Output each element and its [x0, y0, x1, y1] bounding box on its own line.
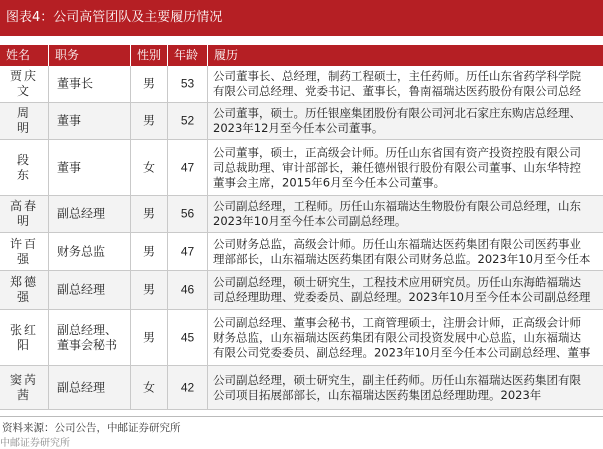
cell-resume	[208, 103, 603, 139]
gender-value: 男	[142, 330, 155, 344]
table-header	[0, 45, 603, 66]
cell-age	[168, 196, 208, 232]
col-header-age: 年龄	[168, 45, 208, 66]
cell-role	[49, 310, 131, 365]
table-row	[0, 310, 603, 366]
cell-resume	[208, 310, 603, 365]
cell-role	[49, 66, 131, 102]
table-row	[0, 140, 603, 196]
age-value: 52	[180, 113, 195, 128]
age-value: 56	[180, 206, 195, 221]
name-value: 许百强	[9, 236, 38, 266]
cell-age	[168, 271, 208, 309]
age-value: 47	[180, 244, 195, 258]
name-value: 窦芮茜	[9, 372, 38, 402]
col-header-role: 职务	[49, 45, 131, 66]
role-value: 董事长	[57, 76, 94, 91]
cell-gender	[131, 271, 168, 309]
role-value: 董事	[57, 160, 82, 174]
cell-age	[168, 140, 208, 195]
gender-value: 女	[142, 380, 155, 394]
figure-title: 图表4：公司高管团队及主要履历情况	[0, 0, 603, 36]
cell-age	[168, 103, 208, 139]
cell-age	[168, 310, 208, 365]
table-row	[0, 196, 603, 233]
cell-name	[0, 196, 49, 232]
cell-role	[49, 271, 131, 309]
table-row	[0, 271, 603, 310]
cutoff-text: 中邮证券研究所	[0, 438, 70, 449]
cell-gender	[131, 103, 168, 139]
source-note: 资料来源：公司公告，中邮证券研究所	[2, 422, 181, 434]
gender-value: 男	[142, 76, 155, 91]
cell-role	[49, 233, 131, 270]
cell-role	[49, 196, 131, 232]
cell-name	[0, 140, 49, 195]
resume-value: 公司副总经理，硕士研究生，副主任药师。历任山东福瑞达医药集团有限 公司项目拓展部部长，山东福瑞达医药集团总经理助理。2023年	[213, 372, 581, 402]
cell-gender	[131, 196, 168, 232]
name-value: 高春明	[9, 199, 38, 228]
cell-resume	[208, 271, 603, 309]
name-value: 周 明	[16, 106, 46, 135]
cell-gender	[131, 310, 168, 365]
name-value: 张红阳	[9, 322, 38, 352]
cell-age	[168, 366, 208, 409]
gender-value: 男	[142, 244, 155, 258]
gender-value: 男	[142, 206, 155, 221]
cell-role	[49, 140, 131, 195]
resume-value: 公司董事，硕士，正高级会计师。历任山东省国有资产投资控股有限公司 司总裁助理、审计部部长，兼任德州银行股份有限公司董事、山东华特控 董事会主席，2015年6月至今任本公司董事。	[213, 145, 581, 189]
cell-resume	[208, 196, 603, 232]
table-row	[0, 103, 603, 140]
role-value: 副总经理	[57, 380, 106, 394]
cell-name	[0, 103, 49, 139]
role-value: 财务总监	[57, 244, 106, 258]
resume-value: 公司副总经理，硕士研究生，工程技术应用研究员。历任山东海皓福瑞达 司总经理助理、党委委员、副总经理。2023年10月至今任本公司副总经理	[213, 275, 591, 304]
role-value: 副总经理、 董事会秘书	[57, 322, 118, 352]
age-value: 42	[180, 380, 195, 394]
col-header-gender: 性别	[131, 45, 168, 66]
age-value: 46	[180, 282, 195, 297]
gender-value: 男	[142, 113, 155, 128]
cell-name	[0, 66, 49, 102]
cell-gender	[131, 140, 168, 195]
footer-divider	[0, 416, 603, 417]
cell-age	[168, 66, 208, 102]
resume-value: 公司副总经理，工程师。历任山东福瑞达生物股份有限公司总经理，山东 2023年10月至今任本公司副总经理。	[213, 199, 581, 228]
cell-name	[0, 310, 49, 365]
col-header-resume: 履历	[214, 48, 239, 62]
age-value: 45	[180, 330, 195, 344]
col-header-name: 姓名	[0, 45, 49, 66]
age-value: 53	[180, 76, 195, 91]
table-row	[0, 233, 603, 271]
name-value: 贾庆文	[9, 69, 38, 98]
resume-value: 公司董事长、总经理，制药工程硕士，主任药师。历任山东省药学科学院 有限公司总经理、党委书记、董事长，鲁南福瑞达医药股份有限公司总经	[213, 69, 581, 98]
cell-resume	[208, 366, 603, 409]
cell-gender	[131, 233, 168, 270]
gender-value: 女	[142, 160, 155, 174]
name-value: 段 东	[16, 152, 46, 182]
role-value: 副总经理	[57, 206, 106, 221]
cell-gender	[131, 66, 168, 102]
role-value: 副总经理	[57, 282, 106, 297]
cell-gender	[131, 366, 168, 409]
cell-name	[0, 366, 49, 409]
table-row	[0, 366, 603, 410]
cell-role	[49, 366, 131, 409]
cell-resume	[208, 233, 603, 270]
gender-value: 男	[142, 282, 155, 297]
table-row	[0, 66, 603, 103]
cell-name	[0, 233, 49, 270]
cell-resume	[208, 66, 603, 102]
resume-value: 公司副总经理、董事会秘书，工商管理硕士，注册会计师，正高级会计师 财务总监，山东福瑞达医药集团有限公司投资发展中心总监，山东福瑞达 有限公司党委委员、副总经理。2023年10月至今任本公司副总经理、董事	[213, 315, 591, 359]
age-value: 47	[180, 160, 195, 174]
cell-resume	[208, 140, 603, 195]
name-value: 郑德强	[9, 275, 38, 304]
cell-name	[0, 271, 49, 309]
resume-value: 公司财务总监，高级会计师。历任山东福瑞达医药集团有限公司医药事业 理部部长，山东福瑞达医药集团有限公司财务总监。2023年10月至今任本	[213, 236, 591, 266]
cell-age	[168, 233, 208, 270]
resume-value: 公司董事，硕士。历任银座集团股份有限公司河北石家庄东购店总经理、 2023年12月至今任本公司董事。	[213, 106, 581, 135]
role-value: 董事	[57, 113, 82, 128]
cell-role	[49, 103, 131, 139]
